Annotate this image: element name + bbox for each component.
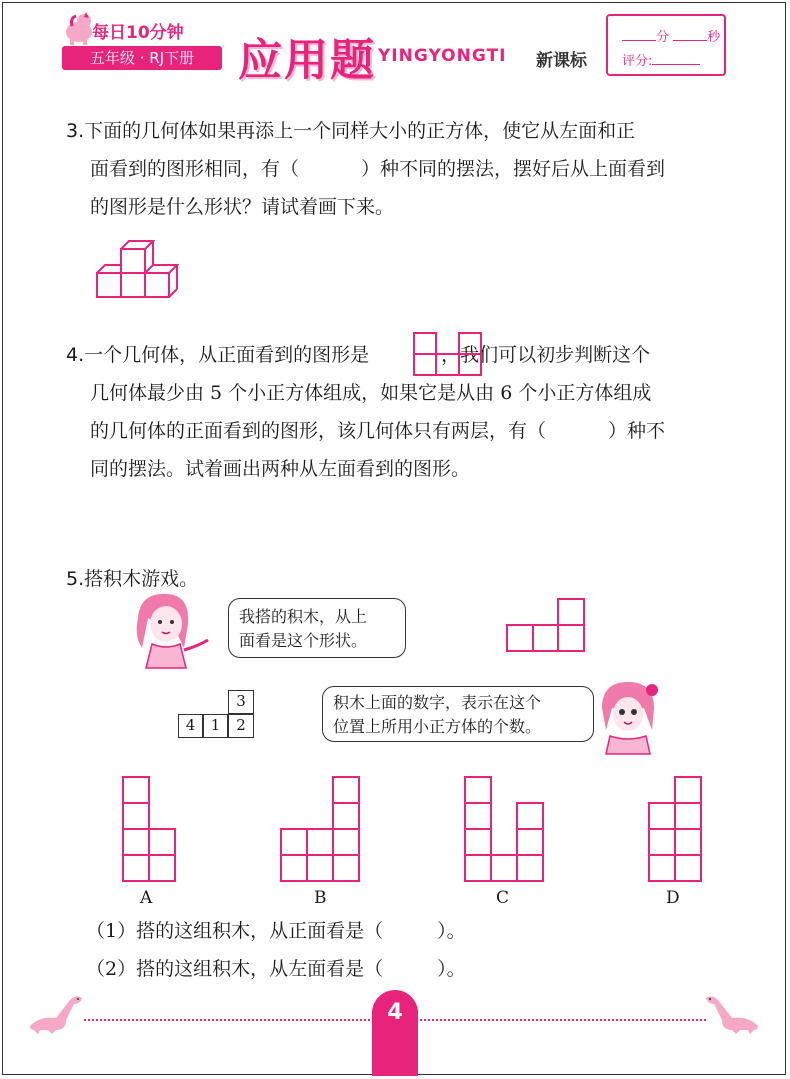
q4-text-3a: 的几何体的正面看到的图形，该几何体只有两层，有（ [90, 420, 547, 442]
q3-line-3 [66, 188, 746, 226]
title-pinyin: YINGYONGTI [378, 46, 507, 66]
top-view-shape-figure [506, 598, 586, 652]
q3-text-2b: ）种不同的摆法，摆好后从上面看到 [361, 158, 666, 180]
unicorn-mascot-icon [62, 10, 96, 50]
page-number: 4 [372, 990, 418, 1036]
q4-line-4 [66, 450, 756, 488]
bubble2-line-1: 积木上面的数字，表示在这个 [333, 693, 542, 712]
girl-character-illustration [128, 588, 218, 668]
option-c-figure [464, 776, 546, 882]
sub-question-2 [86, 950, 466, 988]
sub1-text-b: ）。 [437, 920, 466, 942]
option-d-figure [648, 776, 704, 882]
option-b-figure [280, 776, 362, 882]
q4-text-1b: ，我们可以初步判断这个 [441, 344, 651, 366]
evaluation-blank[interactable] [652, 52, 700, 65]
speech-bubble-digits [322, 686, 594, 742]
score-box [606, 14, 726, 76]
q3-text-3: 的图形是什么形状？请试着画下来。 [90, 196, 395, 218]
digit-cell-2: 1 [203, 714, 228, 738]
q4-text-2: 几何体最少由 5 个小正方体组成，如果它是从由 6 个小正方体组成 [90, 382, 652, 404]
dinosaur-left-icon [26, 990, 90, 1034]
q5-number: 5. [66, 568, 85, 590]
option-c-label: C [496, 888, 510, 908]
minutes-blank[interactable] [622, 28, 656, 41]
q3-solid-figure [96, 240, 178, 298]
q3-text-2a: 面看到的图形相同，有（ [90, 158, 300, 180]
question-3 [66, 112, 746, 226]
question-4 [66, 336, 756, 488]
q3-number: 3. [66, 120, 85, 142]
sub2-text-b: ）。 [437, 958, 466, 980]
page-title: 应用题 [238, 35, 376, 86]
grade-label: 五年级 · RJ下册 [62, 46, 222, 70]
q4-line-1 [66, 336, 756, 374]
girl-character-2-illustration [596, 678, 662, 754]
brand-name: 每日10分钟 [92, 23, 184, 43]
q4-text-4: 同的摆法。试着画出两种从左面看到的图形。 [90, 458, 471, 480]
q3-line-2 [66, 150, 746, 188]
digit-cell-3: 2 [228, 714, 254, 738]
q4-text-3b: ）种不 [608, 420, 666, 442]
option-b-label: B [314, 888, 327, 908]
q5-title-text: 搭积木游戏。 [84, 568, 199, 590]
seconds-blank[interactable] [673, 28, 707, 41]
q3-text-1: 下面的几何体如果再添上一个同样大小的正方体，使它从左面和正 [84, 120, 636, 142]
sub2-text-a: （2）搭的这组积木，从左面看是（ [86, 958, 384, 980]
time-row [622, 26, 720, 45]
bubble2-line-2: 位置上所用小正方体的个数。 [333, 717, 542, 736]
q4-line-2 [66, 374, 756, 412]
digit-grid [176, 688, 256, 740]
evaluation-row [622, 50, 700, 69]
option-a-figure [122, 776, 178, 882]
dinosaur-right-icon [698, 990, 762, 1034]
sub-question-1 [86, 912, 466, 950]
q4-line-3 [66, 412, 756, 450]
curriculum-label: 新课标 [536, 51, 587, 71]
digit-cell-top: 3 [228, 690, 254, 714]
option-a-label: A [140, 888, 153, 908]
q4-number: 4. [66, 344, 85, 366]
option-d-label: D [666, 888, 680, 908]
bubble1-line-1: 我搭的积木，从上 [239, 607, 368, 626]
bubble1-line-2: 面看是这个形状。 [239, 631, 368, 650]
digit-cell-1: 4 [178, 714, 203, 738]
q4-text-1a: 一个几何体，从正面看到的图形是 [84, 344, 370, 366]
speech-bubble-top-view [228, 598, 406, 658]
evaluation-label: 评分: [622, 54, 653, 69]
q3-line-1 [66, 112, 746, 150]
minutes-label: 分 [656, 30, 670, 45]
sub1-text-a: （1）搭的这组积木，从正面看是（ [86, 920, 384, 942]
q4-front-view-figure [413, 332, 483, 376]
seconds-label: 秒 [707, 30, 721, 45]
